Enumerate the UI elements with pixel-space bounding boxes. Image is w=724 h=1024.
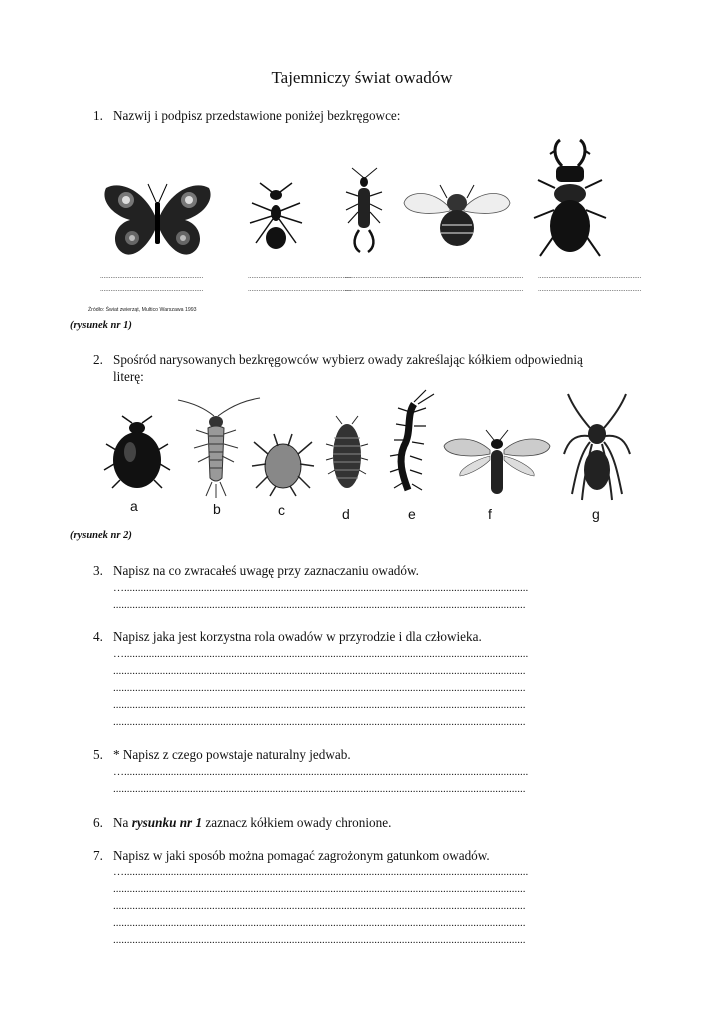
question-5-text: * Napisz z czego powstaje naturalny jedwab. xyxy=(113,747,351,762)
answer-line-beetle-2[interactable]: ........................................................... xyxy=(538,285,642,293)
letter-c[interactable]: c xyxy=(278,502,285,518)
question-7-number: 7. xyxy=(93,848,103,863)
question-2-number: 2. xyxy=(93,352,103,367)
answer-line-bee-2[interactable]: ........................................................... xyxy=(420,285,524,293)
answer-line-butterfly-2[interactable]: ........................................................... xyxy=(100,285,204,293)
earwig-icon xyxy=(342,168,387,253)
question-2-text-line-2: literę: xyxy=(113,369,144,384)
question-6-text xyxy=(113,814,391,831)
answer-line-earwig-1[interactable]: ........................................................... xyxy=(345,272,449,280)
letter-f[interactable]: f xyxy=(488,506,492,522)
answer-line-butterfly-1[interactable]: ........................................................... xyxy=(100,272,204,280)
figure-1-source: Źródło: Świat zwierząt, Multico Warszawa 1993 xyxy=(88,307,197,313)
answer-line[interactable]: ...................................................................................................................................................... xyxy=(113,699,526,711)
woodlouse-icon xyxy=(326,416,368,494)
ant-icon xyxy=(246,183,306,253)
question-5-number: 5. xyxy=(93,747,103,762)
answer-line[interactable]: ...................................................................................................................................................... xyxy=(113,883,526,895)
answer-line-earwig-2[interactable]: ........................................................... xyxy=(345,285,449,293)
letter-d[interactable]: d xyxy=(342,506,350,522)
question-1 xyxy=(93,107,103,124)
question-4-text: Napisz jaka jest korzystna rola owadów w przyrodzie i dla człowieka. xyxy=(113,629,482,644)
answer-line-ant-1[interactable]: ........................................................... xyxy=(248,272,352,280)
question-3-text: Napisz na co zwracałeś uwagę przy zaznaczaniu owadów. xyxy=(113,563,419,578)
sawfly-icon xyxy=(442,430,552,498)
mite-icon xyxy=(252,426,314,496)
figure-2-caption: (rysunek nr 2) xyxy=(70,530,132,541)
figure-1-caption: (rysunek nr 1) xyxy=(70,320,132,331)
answer-line-beetle-1[interactable]: ........................................................... xyxy=(538,272,642,280)
answer-line[interactable]: ...................................................................................................................................................... xyxy=(113,599,526,611)
letter-e[interactable]: e xyxy=(408,506,416,522)
answer-line[interactable]: ...................................................................................................................................................... xyxy=(113,716,526,728)
answer-line[interactable]: …................................................................................................................................................... xyxy=(113,766,529,778)
question-6-text-after: zaznacz kółkiem owady chronione. xyxy=(202,815,392,830)
answer-line[interactable]: ...................................................................................................................................................... xyxy=(113,682,526,694)
butterfly-icon xyxy=(100,180,215,260)
stag-beetle-icon xyxy=(530,138,610,268)
silverfish-icon xyxy=(178,396,260,498)
answer-line[interactable]: …................................................................................................................................................... xyxy=(113,582,529,594)
question-1-text: Nazwij i podpisz przedstawione poniżej bezkręgowce: xyxy=(113,108,401,123)
question-6-number: 6. xyxy=(93,815,103,830)
question-6-text-before: Na xyxy=(113,815,132,830)
answer-line[interactable]: ...................................................................................................................................................... xyxy=(113,665,526,677)
answer-line[interactable]: ...................................................................................................................................................... xyxy=(113,900,526,912)
answer-line-ant-2[interactable]: ........................................................... xyxy=(248,285,352,293)
answer-line[interactable]: ...................................................................................................................................................... xyxy=(113,934,526,946)
question-number: 1. xyxy=(93,108,103,123)
question-4-number: 4. xyxy=(93,629,103,644)
bumblebee-icon xyxy=(402,183,512,253)
letter-g[interactable]: g xyxy=(592,506,600,522)
spider-icon xyxy=(562,394,632,500)
question-6-figure-reference: rysunku nr 1 xyxy=(131,815,203,830)
question-3-number: 3. xyxy=(93,563,103,578)
page-title: Tajemniczy świat owadów xyxy=(271,68,453,87)
question-2-text-line-1: Spośród narysowanych bezkręgowców wybierz owady zakreślając kółkiem odpowiednią xyxy=(113,352,583,367)
beetle-icon xyxy=(104,414,170,490)
centipede-icon xyxy=(382,386,438,494)
answer-line[interactable]: ...................................................................................................................................................... xyxy=(113,783,526,795)
answer-line[interactable]: …................................................................................................................................................... xyxy=(113,648,529,660)
letter-b[interactable]: b xyxy=(213,501,221,517)
letter-a[interactable]: a xyxy=(130,498,138,514)
answer-line[interactable]: ...................................................................................................................................................... xyxy=(113,917,526,929)
question-7-text: Napisz w jaki sposób można pomagać zagrożonym gatunkom owadów. xyxy=(113,848,490,863)
answer-line[interactable]: …................................................................................................................................................... xyxy=(113,866,529,878)
answer-line-bee-1[interactable]: ........................................................... xyxy=(420,272,524,280)
